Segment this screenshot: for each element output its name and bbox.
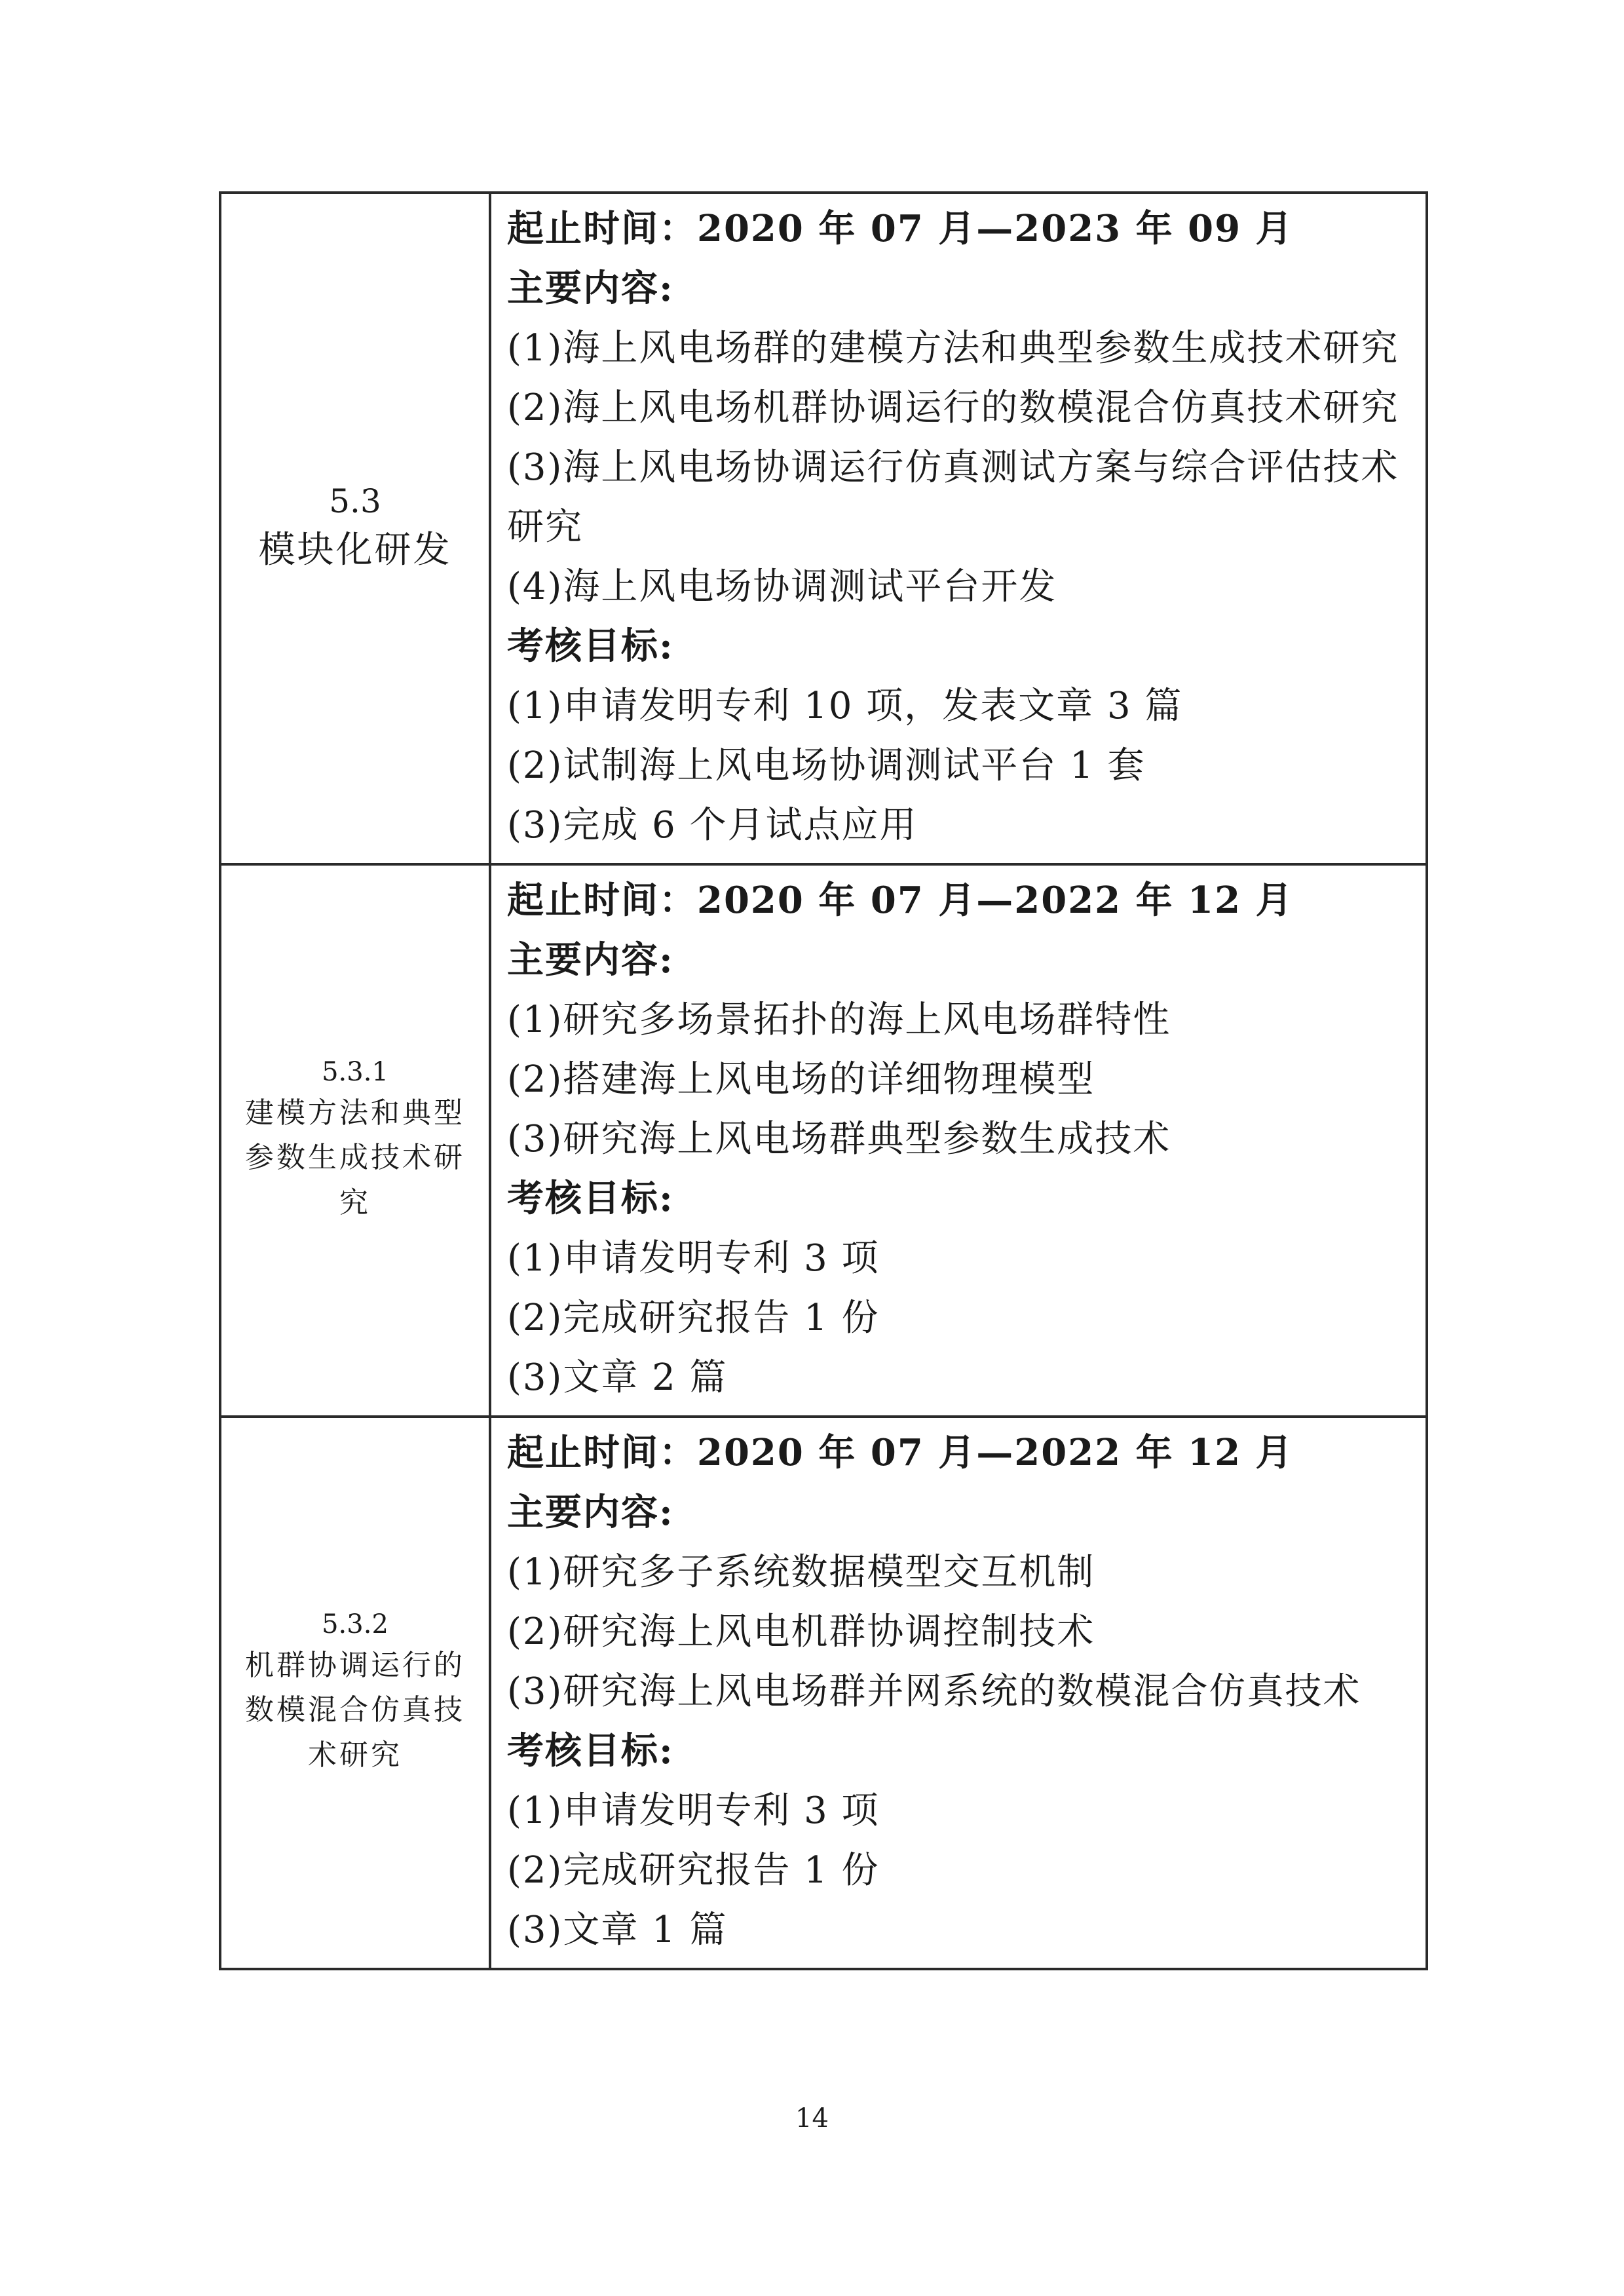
target-heading: 考核目标: (507, 624, 674, 668)
task-label-cell (220, 1417, 490, 1969)
page-number: 14 (795, 2103, 829, 2133)
target-item: (1)申请发明专利 10 项，发表文章 3 篇 (507, 685, 1183, 727)
task-name: 机群协调运行的数模混合仿真技术研究 (245, 1649, 465, 1772)
target-item: (2)完成研究报告 1 份 (507, 1849, 880, 1892)
content-item: (2)搭建海上风电场的详细物理模型 (507, 1058, 1095, 1101)
task-row (220, 1417, 1427, 1969)
content-item: (4)海上风电场协调测试平台开发 (507, 565, 1057, 608)
task-id: 5.3 (329, 482, 381, 521)
content-item: (3)海上风电场协调运行仿真测试方案与综合评估技术研究 (507, 446, 1399, 548)
task-detail-cell (490, 1417, 1427, 1969)
content-item: (1)研究多子系统数据模型交互机制 (507, 1551, 1095, 1594)
content-item: (1)海上风电场群的建模方法和典型参数生成技术研究 (507, 327, 1399, 370)
content-item: (2)海上风电场机群协调运行的数模混合仿真技术研究 (507, 387, 1399, 429)
task-detail-cell (490, 193, 1427, 864)
content-item: (3)研究海上风电场群典型参数生成技术 (507, 1118, 1171, 1160)
content-item: (2)研究海上风电机群协调控制技术 (507, 1611, 1095, 1653)
task-row (220, 864, 1427, 1417)
task-label-cell (220, 193, 490, 864)
target-item: (3)完成 6 个月试点应用 (507, 804, 918, 847)
content-heading: 主要内容: (507, 1491, 674, 1534)
task-name: 建模方法和典型参数生成技术研究 (245, 1096, 465, 1219)
task-name: 模块化研发 (258, 528, 452, 571)
target-heading: 考核目标: (507, 1729, 674, 1772)
target-item: (2)完成研究报告 1 份 (507, 1297, 880, 1339)
target-item: (1)申请发明专利 3 项 (507, 1237, 880, 1280)
task-detail-cell (490, 864, 1427, 1417)
task-id: 5.3.1 (322, 1057, 388, 1088)
task-id: 5.3.2 (322, 1609, 388, 1640)
period-line: 起止时间：2020 年 07 月—2022 年 12 月 (507, 879, 1294, 922)
target-item: (3)文章 1 篇 (507, 1909, 728, 1951)
task-row (220, 193, 1427, 864)
target-item: (1)申请发明专利 3 项 (507, 1789, 880, 1832)
task-label-cell (220, 864, 490, 1417)
content-heading: 主要内容: (507, 938, 674, 982)
target-item: (3)文章 2 篇 (507, 1356, 728, 1399)
period-line: 起止时间：2020 年 07 月—2022 年 12 月 (507, 1431, 1294, 1474)
content-heading: 主要内容: (507, 267, 674, 310)
work-plan-body (220, 193, 1427, 1969)
content-item: (3)研究海上风电场群并网系统的数模混合仿真技术 (507, 1670, 1361, 1713)
content-item: (1)研究多场景拓扑的海上风电场群特性 (507, 999, 1171, 1041)
target-heading: 考核目标: (507, 1177, 674, 1220)
work-plan-table (219, 191, 1428, 1970)
target-item: (2)试制海上风电场协调测试平台 1 套 (507, 744, 1146, 787)
period-line: 起止时间：2020 年 07 月—2023 年 09 月 (507, 207, 1294, 250)
